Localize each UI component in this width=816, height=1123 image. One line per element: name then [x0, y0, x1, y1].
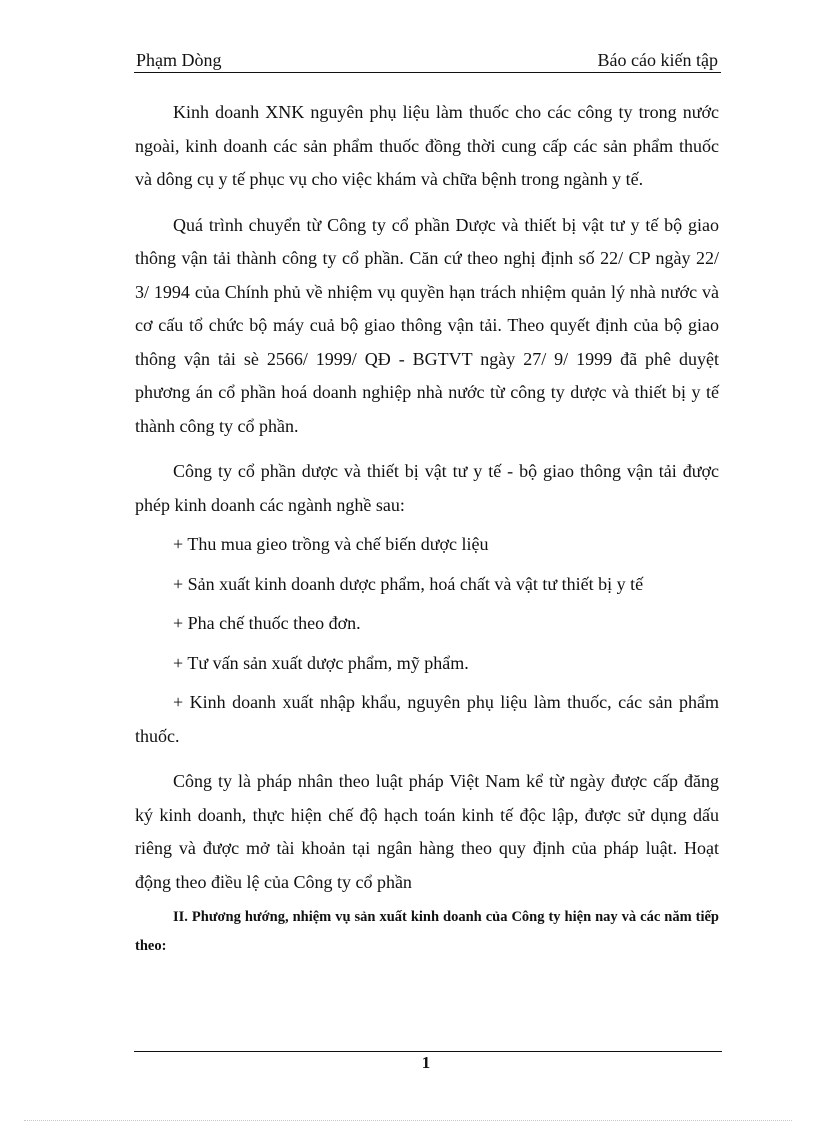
footer-rule	[134, 1051, 722, 1052]
business-line-item: + Tư vấn sản xuất dược phẩm, mỹ phẩm.	[173, 652, 469, 673]
paragraph-4: Công ty là pháp nhân theo luật pháp Việt Nam kể từ ngày được cấp đăng ký kinh doanh, thực hiện chế độ hạch toán kinh tế độc lập, được sử dụng dấu riêng và được mở tài khoản tại ngân hàng theo quy định của pháp luật. Hoạt động theo điều lệ của Công ty cổ phần	[135, 771, 719, 892]
paragraph-3: Công ty cổ phần dược và thiết bị vật tư y tế - bộ giao thông vận tải được phép kinh doanh các ngành nghề sau:	[135, 461, 719, 515]
paragraph-2: Quá trình chuyển từ Công ty cổ phần Dược và thiết bị vật tư y tế bộ giao thông vận tải thành công ty cổ phần. Căn cứ theo nghị định số 22/ CP ngày 22/ 3/ 1994 của Chính phủ về nhiệm vụ quyền hạn trách nhiệm quản lý nhà nước và cơ cấu tổ chức bộ máy cuả bộ giao thông vận tải. Theo quyết định của bộ giao thông vận tải sè 2566/ 1999/ QĐ - BGTVT ngày 27/ 9/ 1999 đã phê duyệt phương án cổ phần hoá doanh nghiệp nhà nước từ công ty dược và thiết bị y tế thành công ty cổ phần.	[135, 214, 719, 436]
header-rule	[134, 72, 721, 73]
paragraph-1: Kinh doanh XNK nguyên phụ liệu làm thuốc cho các công ty trong nước ngoài, kinh doanh các sản phẩm thuốc đồng thời cung cấp các sản phẩm thuốc và dông cụ y tế phục vụ cho việc khám và chữa bệnh trong ngành y tế.	[135, 102, 719, 189]
page-header	[134, 50, 720, 72]
business-line-item: + Thu mua gieo trồng và chế biến dược liệu	[173, 534, 489, 554]
header-doc-type: Báo cáo kiến tập	[597, 50, 718, 70]
business-line-item: + Pha chế thuốc theo đơn.	[173, 613, 361, 633]
business-line-item: + Sản xuất kinh doanh dược phẩm, hoá chất và vật tư thiết bị y tế	[173, 573, 644, 594]
section-heading: II. Phương hướng, nhiệm vụ sản xuất kinh doanh của Công ty hiện nay và các năm tiếp theo:	[135, 909, 719, 954]
header-author: Phạm Dòng	[136, 50, 222, 70]
business-line-item: + Kinh doanh xuất nhập khẩu, nguyên phụ liệu làm thuốc, các sản phẩm thuốc.	[135, 692, 719, 746]
page-number: 1	[421, 1053, 431, 1072]
page-edge-dotted-line	[24, 1120, 792, 1121]
document-body	[135, 96, 719, 961]
